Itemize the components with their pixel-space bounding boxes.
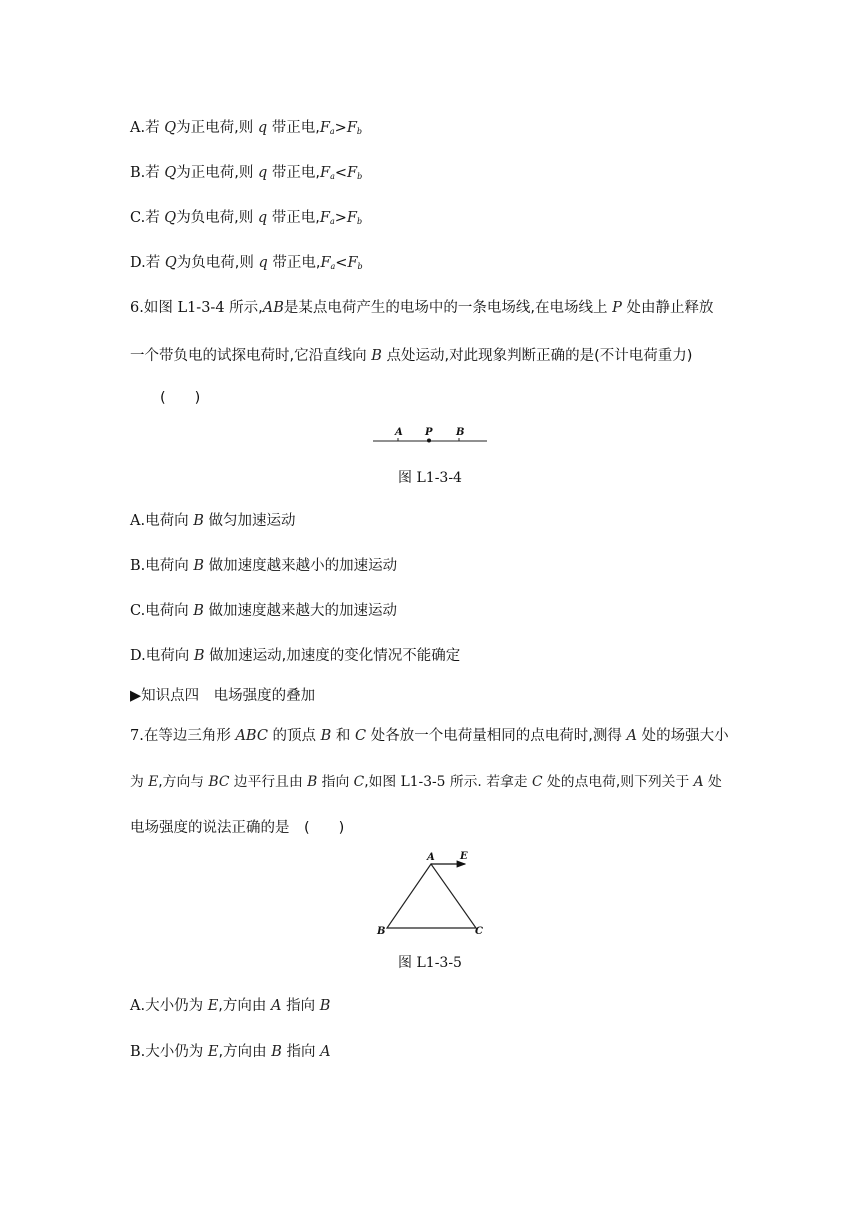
var-Q: Q: [164, 165, 177, 181]
option-text: 为正电荷,则: [176, 120, 258, 136]
label-c: C: [475, 926, 483, 937]
option-text: 若: [145, 255, 165, 271]
figure-caption-l1-3-4: [0, 467, 860, 487]
option-text: 若: [145, 165, 165, 181]
q6-stem-line1: [130, 298, 714, 318]
q7-option-a: [130, 996, 330, 1016]
var-BC: BC: [208, 774, 230, 790]
var-q: q: [257, 165, 268, 181]
var-ABC: ABC: [235, 728, 268, 744]
option-text: 电荷向: [145, 603, 194, 619]
equilateral-triangle: [387, 864, 476, 928]
triangle-marker-icon: ▶: [130, 688, 142, 704]
var-E: E: [148, 774, 159, 790]
label-a: A: [395, 427, 403, 438]
q6-option-c: [130, 601, 397, 621]
var-C: C: [531, 774, 543, 790]
q7-option-b: [130, 1042, 331, 1062]
relation-sign: <: [334, 165, 347, 181]
var-E: E: [207, 1044, 219, 1060]
relation-sign: >: [334, 120, 347, 136]
question-number: 6.: [130, 300, 144, 316]
option-text: 大小仍为: [145, 1044, 208, 1060]
stem-text: 处各放一个电荷量相同的点电荷时,测得: [366, 728, 627, 744]
caption-number: L1-3-4: [416, 470, 462, 486]
option-letter: C.: [130, 210, 146, 226]
var-F: F: [319, 120, 330, 136]
var-F: F: [319, 210, 330, 226]
figure-ref: L1-3-4: [177, 300, 225, 316]
question-number: 7.: [130, 728, 144, 744]
var-A: A: [271, 998, 282, 1014]
q6-option-a: [130, 511, 295, 531]
q5-option-d: [130, 253, 363, 277]
option-letter: C.: [130, 603, 146, 619]
option-text: 带正电,: [267, 210, 320, 226]
var-B: B: [193, 648, 205, 664]
option-letter: A.: [130, 513, 146, 529]
var-q: q: [258, 255, 268, 271]
option-text: 电荷向: [145, 513, 194, 529]
subscript-b: b: [356, 127, 363, 136]
figure-caption-l1-3-5: [0, 952, 860, 972]
var-B: B: [193, 603, 204, 619]
stem-text: 的顶点: [267, 728, 321, 744]
q7-stem-line1: [130, 726, 729, 746]
label-a: A: [427, 852, 435, 863]
label-e: E: [460, 851, 468, 862]
q5-option-b: [130, 163, 362, 187]
q5-option-a: [130, 118, 362, 142]
section-title: 知识点四 电场强度的叠加: [141, 688, 316, 704]
relation-sign: <: [335, 255, 348, 271]
var-Q: Q: [164, 255, 177, 271]
option-text: 带正电,: [267, 165, 320, 181]
option-text: 做匀加速运动: [203, 513, 296, 529]
option-text: 做加速运动,加速度的变化情况不能确定: [204, 648, 461, 664]
option-letter: A.: [130, 998, 146, 1014]
var-B: B: [320, 728, 332, 744]
stem-text: 点处运动,对此现象判断正确的是(不计电荷重力): [381, 348, 693, 364]
stem-text: 处的点电荷,则下列关于: [542, 774, 694, 790]
q7-stem-line3: [130, 818, 344, 838]
option-text: 做加速度越来越小的加速运动: [204, 558, 398, 574]
var-B: B: [193, 513, 204, 529]
stem-text: 为: [130, 774, 149, 790]
stem-text: ,方向与: [158, 774, 209, 790]
option-text: ,方向由: [218, 998, 272, 1014]
relation-sign: >: [334, 210, 347, 226]
var-q: q: [257, 210, 268, 226]
option-letter: B.: [130, 1044, 146, 1060]
subscript-b: b: [356, 217, 363, 226]
var-B: B: [319, 998, 331, 1014]
var-A: A: [693, 774, 704, 790]
var-Q: Q: [164, 120, 177, 136]
q6-answer-paren: ( ): [160, 390, 201, 406]
var-B: B: [193, 558, 205, 574]
var-A: A: [320, 1044, 331, 1060]
subscript-b: b: [357, 262, 363, 271]
q6-option-b: [130, 556, 397, 576]
option-text: 带正电,: [267, 120, 320, 136]
figure-ref: L1-3-5: [400, 774, 446, 790]
label-b: B: [456, 427, 465, 438]
label-b: B: [377, 926, 386, 937]
option-text: 若: [145, 120, 165, 136]
var-B: B: [371, 348, 382, 364]
stem-text: 在等边三角形: [143, 728, 236, 744]
q5-option-c: [130, 208, 362, 232]
option-text: 为负电荷,则: [176, 210, 258, 226]
subscript-a: a: [329, 127, 335, 136]
stem-text: 电场强度的说法正确的是: [130, 820, 304, 836]
option-text: 大小仍为: [145, 998, 208, 1014]
caption-prefix: 图: [398, 470, 417, 486]
stem-text: ,如图: [364, 774, 401, 790]
var-F: F: [346, 210, 357, 226]
option-text: 带正电,: [267, 255, 321, 271]
stem-text: 处由静止释放: [621, 300, 714, 316]
figure-l1-3-4: [370, 424, 490, 446]
option-text: 若: [145, 210, 165, 226]
stem-text: 所示,: [224, 300, 263, 316]
var-B: B: [271, 1044, 282, 1060]
point-p-dot: [427, 439, 431, 443]
stem-text: 所示. 若拿走: [445, 774, 532, 790]
subscript-a: a: [329, 217, 335, 226]
var-F: F: [347, 255, 358, 271]
var-F: F: [347, 165, 358, 181]
option-text: 电荷向: [145, 558, 194, 574]
stem-text: 是某点电荷产生的电场中的一条电场线,在电场线上: [283, 300, 613, 316]
option-text: 为正电荷,则: [176, 165, 258, 181]
stem-text: 处: [703, 774, 722, 790]
label-p: P: [425, 427, 433, 438]
option-letter: D.: [130, 648, 146, 664]
var-Q: Q: [164, 210, 177, 226]
var-F: F: [346, 120, 357, 136]
stem-text: 处的场强大小: [636, 728, 729, 744]
q6-stem-line2: [130, 346, 692, 366]
stem-text: 和: [331, 728, 356, 744]
option-letter: B.: [130, 558, 146, 574]
var-F: F: [320, 255, 331, 271]
stem-text: 指向: [317, 774, 354, 790]
var-C: C: [353, 774, 365, 790]
option-text: 电荷向: [145, 648, 194, 664]
option-text: ,方向由: [218, 1044, 272, 1060]
option-letter: A.: [130, 120, 146, 136]
q7-stem-line2: [130, 772, 722, 792]
caption-prefix: 图: [398, 955, 417, 971]
subscript-b: b: [357, 172, 363, 181]
stem-text: 一个带负电的试探电荷时,它沿直线向: [130, 348, 372, 364]
stem-text: 边平行且由: [229, 774, 308, 790]
option-text: 指向: [281, 1044, 321, 1060]
var-A: A: [626, 728, 637, 744]
option-letter: D.: [130, 255, 146, 271]
var-q: q: [257, 120, 268, 136]
option-letter: B.: [130, 165, 146, 181]
subscript-a: a: [330, 172, 335, 181]
var-C: C: [355, 728, 367, 744]
var-AB: AB: [262, 300, 284, 316]
var-E: E: [207, 998, 219, 1014]
var-P: P: [612, 300, 622, 316]
q6-option-d: [130, 646, 460, 666]
subscript-a: a: [330, 262, 336, 271]
figure-l1-3-5: [372, 846, 492, 938]
section-heading: [130, 686, 315, 706]
option-text: 指向: [281, 998, 320, 1014]
var-B: B: [307, 774, 318, 790]
option-text: 为负电荷,则: [176, 255, 259, 271]
var-F: F: [320, 165, 331, 181]
option-text: 做加速度越来越大的加速运动: [203, 603, 398, 619]
caption-number: L1-3-5: [416, 955, 462, 971]
answer-paren: ( ): [304, 820, 345, 836]
stem-text: 如图: [143, 300, 178, 316]
